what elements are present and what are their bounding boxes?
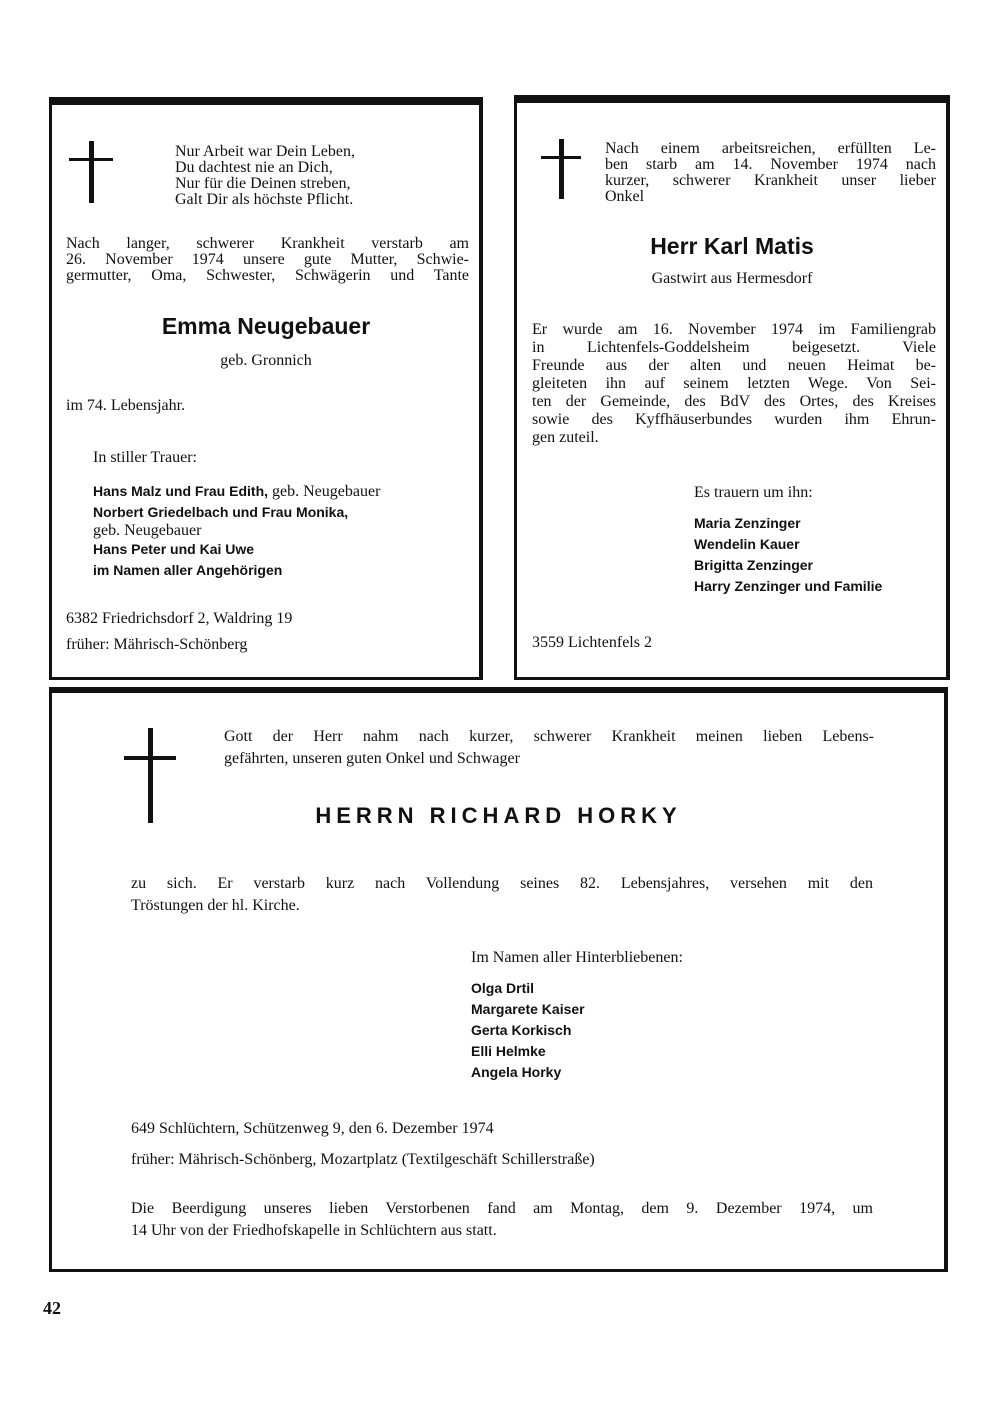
obituary-emma-neugebauer: [49, 97, 483, 680]
mourner: Brigitta Zenzinger: [694, 557, 814, 573]
obituary-richard-horky: [49, 687, 948, 1272]
deceased-name: HERRN RICHARD HORKY: [315, 803, 682, 828]
obituary-karl-matis: [514, 95, 950, 680]
intro-text: Gott der Herr nahm nach kurzer, schwerer Krankheit meinen lieben Lebens- gefährten, unseren guten Onkel und Schwager: [224, 728, 874, 767]
address: 3559 Lichtenfels 2: [532, 634, 652, 651]
occupation: Gastwirt aus Hermesdorf: [651, 270, 813, 287]
mourner: Maria Zenzinger: [694, 515, 801, 531]
former-address: früher: Mährisch-Schönberg, Mozartplatz (Textilgeschäft Schillerstraße): [131, 1151, 595, 1168]
cross-icon: [541, 139, 581, 199]
mourner: Elli Helmke: [471, 1043, 546, 1059]
mourning-heading: Es trauern um ihn:: [694, 484, 813, 501]
funeral-text: Die Beerdigung unseres lieben Verstorbenen fand am Montag, dem 9. Dezember 1974, um 14 Uhr von der Friedhofskapelle in Schlüchtern aus statt.: [131, 1200, 873, 1239]
burial-text: Er wurde am 16. November 1974 im Familiengrab in Lichtenfels-Goddelsheim beigesetzt. Viele Freunde aus der alten und neuen Heimat be- gleiteten ihn auf seinem letzten Wege. Von Sei- ten der Gemeinde, des BdV des Ortes, des Kreises sowie des Kyffhäuserbundes wurden ihm Ehrun- gen zuteil.: [532, 321, 936, 446]
mourner: Harry Zenzinger und Familie: [694, 578, 883, 594]
mourner: Wendelin Kauer: [694, 536, 800, 552]
mourners-list: [694, 513, 882, 597]
age: im 74. Lebensjahr.: [66, 397, 186, 414]
poem: Nur Arbeit war Dein Leben, Du dachtest nie an Dich, Nur für die Deinen streben, Galt Dir als höchste Pflicht.: [175, 143, 355, 208]
address: 649 Schlüchtern, Schützenweg 9, den 6. Dezember 1974: [131, 1120, 494, 1137]
deceased-name: Emma Neugebauer: [161, 313, 371, 339]
mourner: Margarete Kaiser: [471, 1001, 585, 1017]
maiden-name: geb. Gronnich: [220, 352, 312, 369]
death-text: zu sich. Er verstarb kurz nach Vollendung seines 82. Lebensjahres, versehen mit den Tröstungen der hl. Kirche.: [131, 875, 873, 914]
mourners-list: Hans Malz und Frau Edith, geb. Neugebauer Norbert Griedelbach und Frau Monika, geb. Neugebauer Hans Peter und Kai Uwe im Namen aller Angehörigen: [93, 483, 381, 578]
deceased-name: Herr Karl Matis: [650, 233, 814, 259]
mourner: Angela Horky: [471, 1064, 562, 1080]
mourning-heading: Im Namen aller Hinterbliebenen:: [471, 949, 683, 966]
mourner: Olga Drtil: [471, 980, 535, 996]
former-address: früher: Mährisch-Schönberg: [66, 636, 248, 653]
intro-text: Nach einem arbeitsreichen, erfüllten Le- ben starb am 14. November 1974 nach kurzer, schwerer Krankheit unser lieber Onkel: [605, 140, 936, 205]
mourning-heading: In stiller Trauer:: [93, 449, 197, 466]
mourners-list: [471, 978, 585, 1083]
address: 6382 Friedrichsdorf 2, Waldring 19: [66, 610, 293, 627]
mourner: Gerta Korkisch: [471, 1022, 572, 1038]
cross-icon: [69, 141, 113, 203]
page-number: 42: [43, 1298, 61, 1318]
intro-text: Nach langer, schwerer Krankheit verstarb am 26. November 1974 unsere gute Mutter, Schwie- germutter, Oma, Schwester, Schwägerin und Tante: [66, 235, 469, 284]
